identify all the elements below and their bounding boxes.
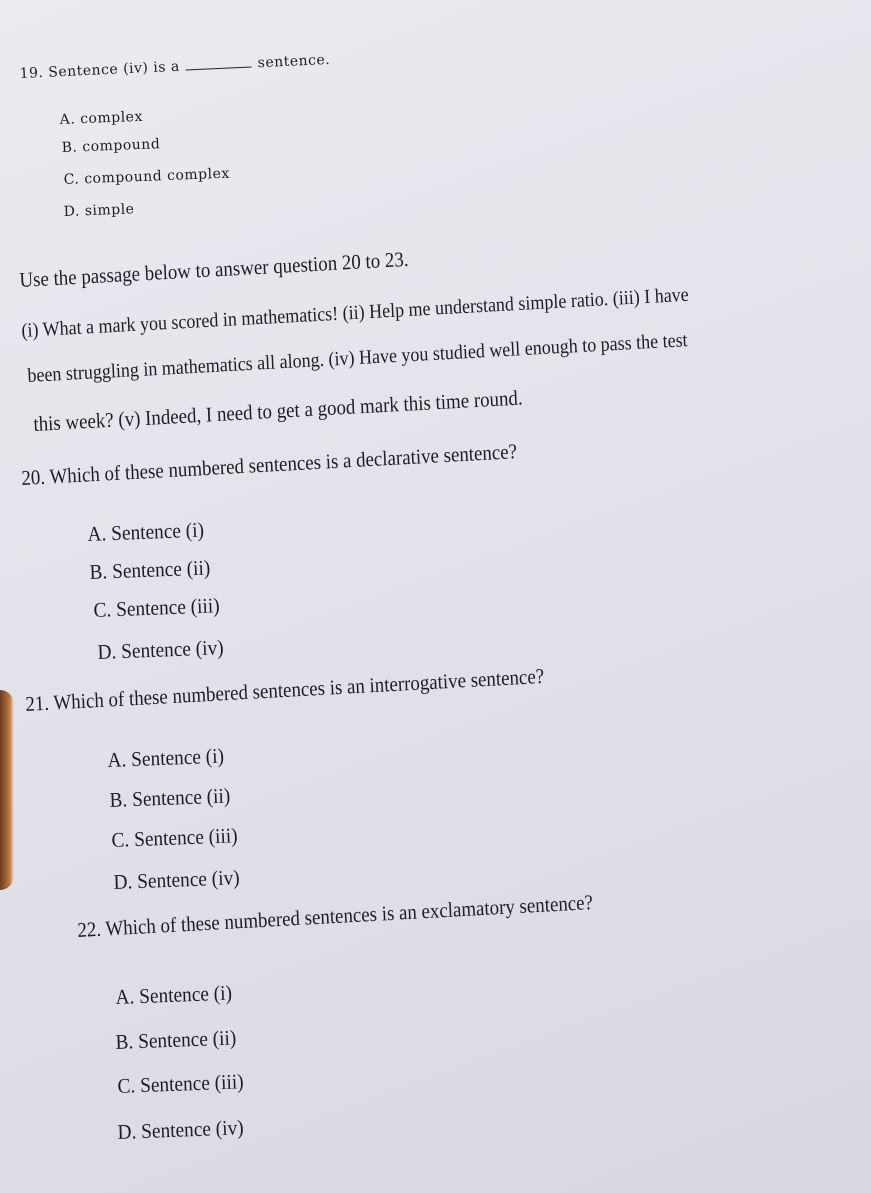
q22-option-b: B. Sentence (ii)	[115, 1025, 237, 1055]
q20-option-b: B. Sentence (ii)	[89, 555, 211, 585]
passage-line-2: been struggling in mathematics all along. (iv) Have you studied well enough to pass the test	[26, 329, 689, 388]
stem-start: 19. Sentence (iv) is a	[19, 58, 181, 82]
q22-option-c: C. Sentence (iii)	[117, 1069, 244, 1099]
q21-option-a: A. Sentence (i)	[107, 743, 225, 773]
q20-option-c: C. Sentence (iii)	[93, 593, 220, 623]
q19-option-d: D. simple	[63, 201, 135, 220]
q21-option-d: D. Sentence (iv)	[113, 865, 240, 895]
answer-blank	[186, 66, 252, 70]
q21-option-c: C. Sentence (iii)	[111, 823, 238, 853]
passage-intro: Use the passage below to answer question 20 to 23.	[18, 246, 409, 293]
stem-end: sentence.	[257, 51, 331, 72]
question-22-stem: 22. Which of these numbered sentences is an exclamatory sentence?	[76, 890, 594, 943]
q20-option-a: A. Sentence (i)	[87, 517, 205, 547]
q19-option-c: C. compound complex	[63, 165, 231, 188]
passage-line-1: (i) What a mark you scored in mathematics! (ii) Help me understand simple ratio. (iii) I have	[20, 283, 690, 343]
finger-shadow	[0, 690, 14, 890]
q19-option-a: A. complex	[59, 108, 144, 128]
q22-option-d: D. Sentence (iv)	[117, 1115, 244, 1145]
question-21-stem: 21. Which of these numbered sentences is an interrogative sentence?	[24, 663, 545, 717]
q20-option-d: D. Sentence (iv)	[97, 635, 224, 665]
q19-option-b: B. compound	[61, 136, 161, 156]
passage-line-3: this week? (v) Indeed, I need to get a good mark this time round.	[32, 385, 524, 437]
question-20-stem: 20. Which of these numbered sentences is a declarative sentence?	[20, 439, 518, 491]
q21-option-b: B. Sentence (ii)	[109, 783, 231, 813]
q22-option-a: A. Sentence (i)	[115, 980, 233, 1010]
question-19-stem	[19, 52, 330, 82]
